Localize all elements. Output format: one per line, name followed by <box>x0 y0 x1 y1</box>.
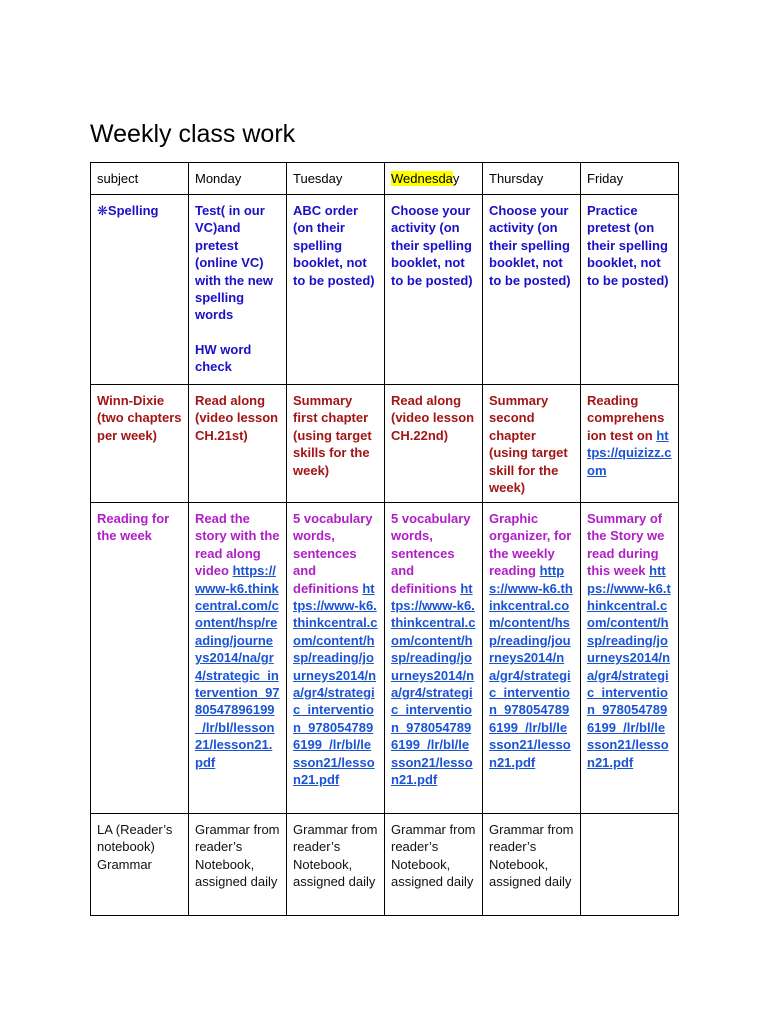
cell-spelling-friday: Practice pretest (on their spelling booklet, not to be posted) <box>581 195 679 385</box>
cell-spelling-tuesday: ABC order (on their spelling booklet, not to be posted) <box>287 195 385 385</box>
cell-reading-monday <box>189 503 287 814</box>
cell-winn-dixie-tuesday: Summary first chapter (using target skills for the week) <box>287 385 385 503</box>
reading-thursday-text: Graphic organizer, for the weekly reading <box>489 511 572 579</box>
cell-winn-dixie-friday <box>581 385 679 503</box>
header-friday: Friday <box>581 163 679 195</box>
thinkcentral-link[interactable]: https://www-k6.thinkcentral.com/content/hsp/reading/journeys2014/na/gr4/strategic_intervention_9780547896199_/lr/bl/lesson21/lesson21.pdf <box>293 580 378 788</box>
cell-la-thursday: Grammar from reader’s Notebook, assigned daily <box>483 814 581 916</box>
cell-subject-la: LA (Reader’s notebook) Grammar <box>91 814 189 916</box>
thinkcentral-link[interactable]: https://www-k6.thinkcentral.com/content/hsp/reading/journeys2014/na/gr4/strategic_intervention_9780547896199_/lr/bl/lesson21/lesson21.pdf <box>391 580 476 788</box>
reading-monday-text: Read the story with the read along video <box>195 511 280 579</box>
spelling-monday-extra: HW word check <box>195 341 252 375</box>
cell-la-wednesday: Grammar from reader’s Notebook, assigned daily <box>385 814 483 916</box>
cell-la-friday <box>581 814 679 916</box>
cell-subject-winn-dixie: Winn-Dixie (two chapters per week) <box>91 385 189 503</box>
cell-reading-thursday <box>483 503 581 814</box>
spelling-monday-text: Test( in our VC)and pretest (online VC) with the new spelling words <box>195 203 273 323</box>
table-row-la <box>91 814 679 916</box>
header-wednesday <box>385 163 483 195</box>
cell-reading-wednesday <box>385 503 483 814</box>
reading-wednesday-text: 5 vocabulary words, sentences and definitions <box>391 511 471 596</box>
spacer <box>195 324 280 341</box>
cell-subject-reading: Reading for the week <box>91 503 189 814</box>
cell-spelling-monday <box>189 195 287 385</box>
quizizz-link[interactable]: https://quizizz.com <box>587 427 672 478</box>
cell-spelling-thursday: Choose your activity (on their spelling booklet, not to be posted) <box>483 195 581 385</box>
cell-reading-tuesday <box>287 503 385 814</box>
wednesday-rest: y <box>452 171 460 186</box>
star-icon: ❋ <box>97 203 108 218</box>
cell-spelling-wednesday: Choose your activity (on their spelling booklet, not to be posted) <box>385 195 483 385</box>
thinkcentral-link[interactable]: https://www-k6.thinkcentral.com/content/hsp/reading/journeys2014/na/gr4/strategic_intervention_9780547896199_/lr/bl/lesson21/lesson21.pdf <box>587 563 671 770</box>
header-monday: Monday <box>189 163 287 195</box>
cell-subject-spelling <box>91 195 189 385</box>
cell-la-tuesday: Grammar from reader’s Notebook, assigned daily <box>287 814 385 916</box>
table-row-winn-dixie <box>91 385 679 503</box>
header-tuesday: Tuesday <box>287 163 385 195</box>
table-row-reading <box>91 503 679 814</box>
subject-spelling-label: Spelling <box>107 203 159 218</box>
cell-reading-friday <box>581 503 679 814</box>
weekly-schedule-table <box>90 162 679 916</box>
cell-winn-dixie-monday: Read along (video lesson CH.21st) <box>189 385 287 503</box>
winn-dixie-friday-text: Reading comprehens ion test on <box>587 393 665 443</box>
table-header-row <box>91 163 679 195</box>
cell-la-monday: Grammar from reader’s Notebook, assigned daily <box>189 814 287 916</box>
table-row-spelling <box>91 195 679 385</box>
wednesday-highlight: Wednesda <box>391 171 453 186</box>
page-title: Weekly class work <box>90 120 296 148</box>
thinkcentral-link[interactable]: https://www-k6.thinkcentral.com/content/hsp/reading/journeys2014/na/gr4/strategic_intervention_9780547896199_/lr/bl/lesson21/lesson21.pdf <box>195 563 280 770</box>
cell-winn-dixie-wednesday: Read along (video lesson CH.22nd) <box>385 385 483 503</box>
header-thursday: Thursday <box>483 163 581 195</box>
reading-friday-text: Summary of the Story we read during this week <box>587 511 665 579</box>
cell-winn-dixie-thursday: Summary second chapter (using target skill for the week) <box>483 385 581 503</box>
thinkcentral-link[interactable]: https://www-k6.thinkcentral.com/content/hsp/reading/journeys2014/na/gr4/strategic_intervention_9780547896199_/lr/bl/lesson21/lesson21.pdf <box>489 563 573 770</box>
header-subject: subject <box>91 163 189 195</box>
reading-tuesday-text: 5 vocabulary words, sentences and definitions <box>293 511 373 596</box>
